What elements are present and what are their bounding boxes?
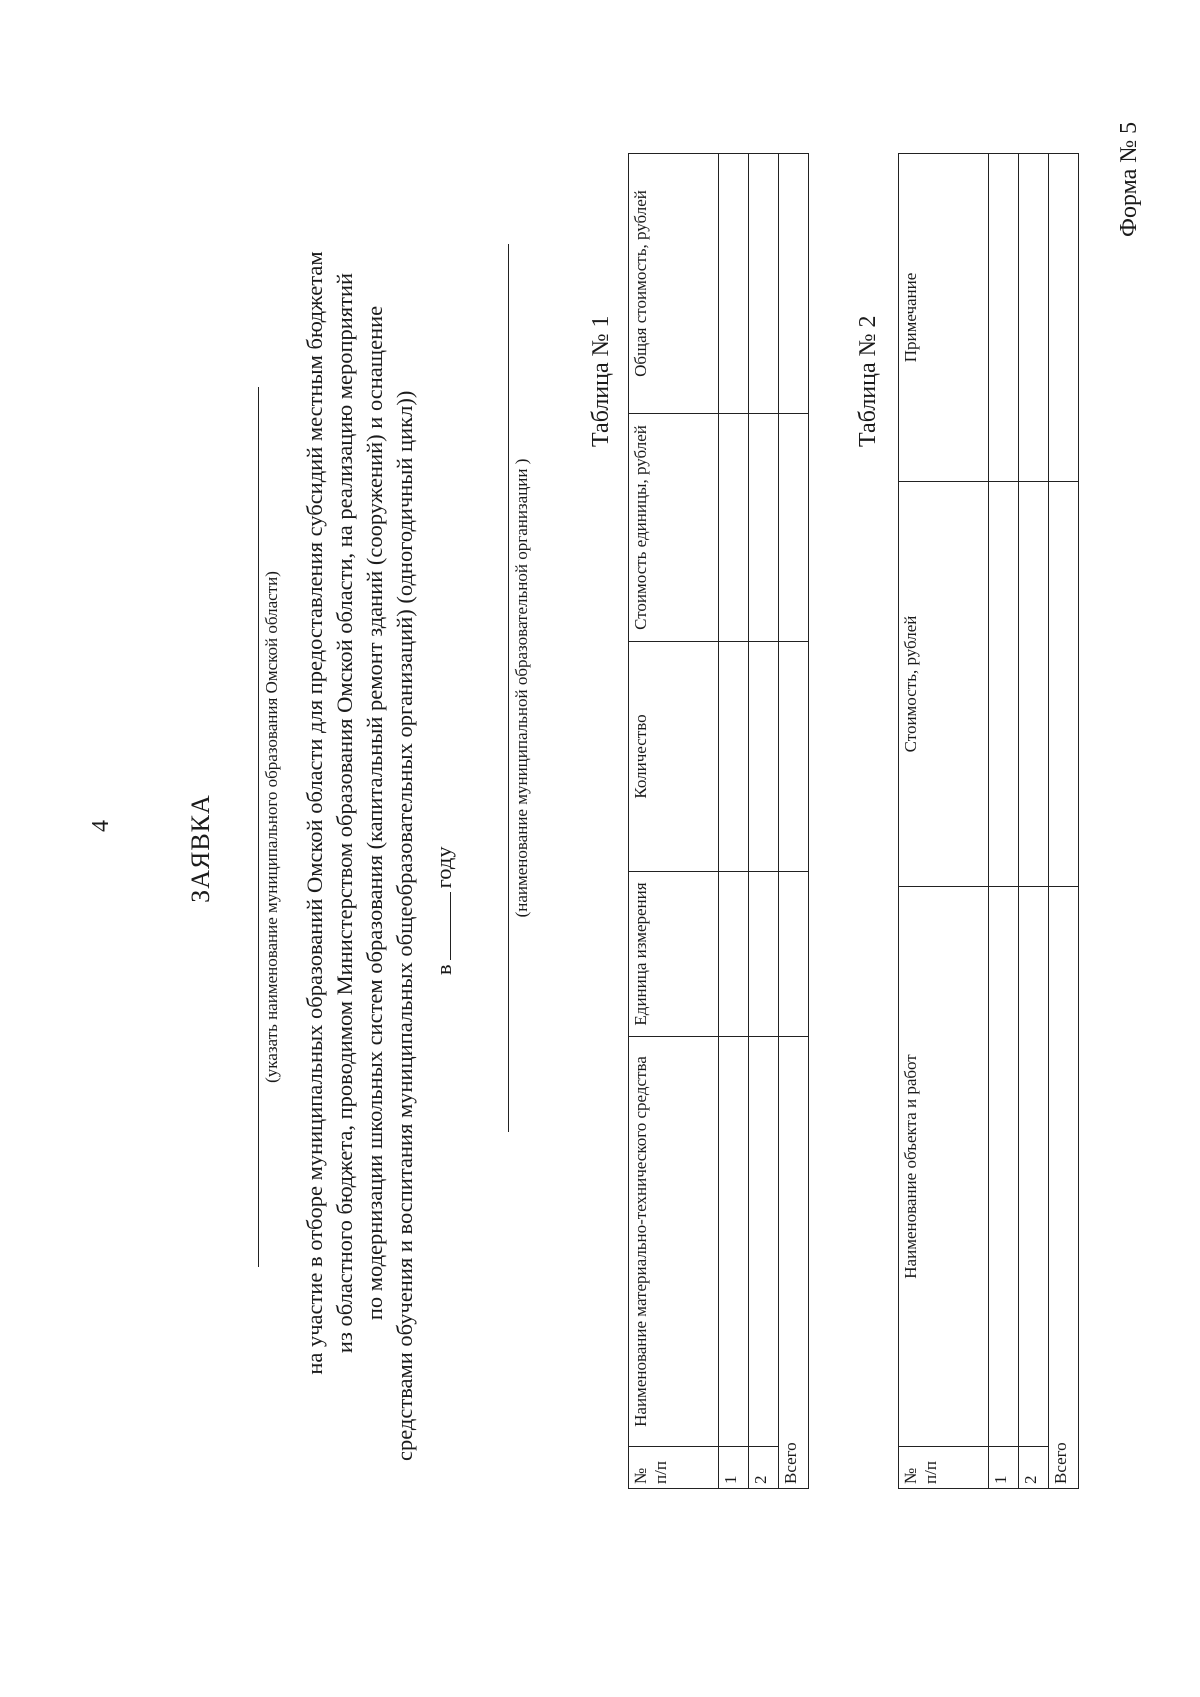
table2-cell[interactable] — [989, 482, 1019, 887]
table1-cell[interactable] — [749, 642, 779, 872]
table1-cell[interactable] — [749, 1037, 779, 1447]
page-number: 4 — [88, 820, 114, 832]
organization-caption: (наименование муниципальной образовательной организации ) — [512, 458, 531, 918]
table2-cell[interactable] — [989, 887, 1019, 1447]
table1-cell[interactable] — [719, 1037, 749, 1447]
table1-cell[interactable] — [719, 642, 749, 872]
table1-cell[interactable] — [779, 154, 809, 414]
intro-line-4: средствами обучения и воспитания муниципальных общеобразовательных организаций) (одногодичный цикл)) — [392, 390, 417, 1461]
table1-label: Таблица № 1 — [588, 315, 614, 447]
table2-total-label: Всего — [1049, 887, 1079, 1489]
table2-header-note: Примечание — [899, 154, 989, 482]
table2-objects — [898, 153, 1079, 1489]
table1-header-row — [629, 154, 719, 1489]
table-row — [749, 154, 779, 1489]
table2-row-number: 1 — [989, 1447, 1019, 1489]
year-blank — [430, 892, 451, 960]
year-suffix: году — [431, 846, 456, 889]
table2-cell[interactable] — [1049, 154, 1079, 482]
table1-materials — [628, 153, 809, 1489]
table1-row-number: 2 — [749, 1447, 779, 1489]
table2-total-row — [1049, 154, 1079, 1489]
table1-header-name: Наименование материально-технического средства — [629, 1037, 719, 1447]
table1-cell[interactable] — [779, 872, 809, 1037]
table1-cell[interactable] — [719, 872, 749, 1037]
intro-line-2: из областного бюджета, проводимом Министерством образования Омской области, на реализацию мероприятий — [332, 272, 357, 1354]
year-prefix: в — [431, 964, 456, 975]
table-row — [1019, 154, 1049, 1489]
form-number: Форма № 5 — [1116, 121, 1142, 237]
table1-header-unit-cost: Стоимость единицы, рублей — [629, 414, 719, 642]
application-intro — [300, 157, 420, 1469]
table1-cell[interactable] — [719, 414, 749, 642]
table1-row-number: 1 — [719, 1447, 749, 1489]
table-row — [989, 154, 1019, 1489]
year-field — [430, 846, 457, 975]
table-row — [719, 154, 749, 1489]
table1-cell[interactable] — [749, 872, 779, 1037]
document-title: ЗАЯВКА — [186, 794, 215, 903]
table1-header-quantity: Количество — [629, 642, 719, 872]
table1-header-unit: Единица измерения — [629, 872, 719, 1037]
intro-line-3: по модернизации школьных систем образования (капитальный ремонт зданий (сооружений) и оснащение — [362, 305, 387, 1321]
organization-fill-line — [508, 244, 509, 1132]
table1-total-row — [779, 154, 809, 1489]
table2-header-row — [899, 154, 989, 1489]
table1-cell[interactable] — [779, 414, 809, 642]
table2-cell[interactable] — [1019, 154, 1049, 482]
table2-label: Таблица № 2 — [855, 315, 881, 447]
table2-header-cost: Стоимость, рублей — [899, 482, 989, 887]
table2-cell[interactable] — [989, 154, 1019, 482]
table1-cell[interactable] — [719, 154, 749, 414]
table2-header-number: № п/п — [899, 1447, 989, 1489]
table1-cell[interactable] — [749, 414, 779, 642]
intro-line-1: на участие в отборе муниципальных образований Омской области для предоставления субсидий местным бюджетам — [302, 251, 327, 1375]
table1-total-label: Всего — [779, 1037, 809, 1489]
table1-cell[interactable] — [779, 642, 809, 872]
table2-cell[interactable] — [1019, 887, 1049, 1447]
table1-cell[interactable] — [749, 154, 779, 414]
municipality-fill-line — [258, 387, 259, 1267]
municipality-caption: (указать наименование муниципального образования Омской области) — [262, 571, 281, 1083]
table1-header-total-cost: Общая стоимость, рублей — [629, 154, 719, 414]
table2-row-number: 2 — [1019, 1447, 1049, 1489]
table1-header-number: № п/п — [629, 1447, 719, 1489]
table2-cell[interactable] — [1049, 482, 1079, 887]
table2-cell[interactable] — [1019, 482, 1049, 887]
table2-header-name: Наименование объекта и работ — [899, 887, 989, 1447]
